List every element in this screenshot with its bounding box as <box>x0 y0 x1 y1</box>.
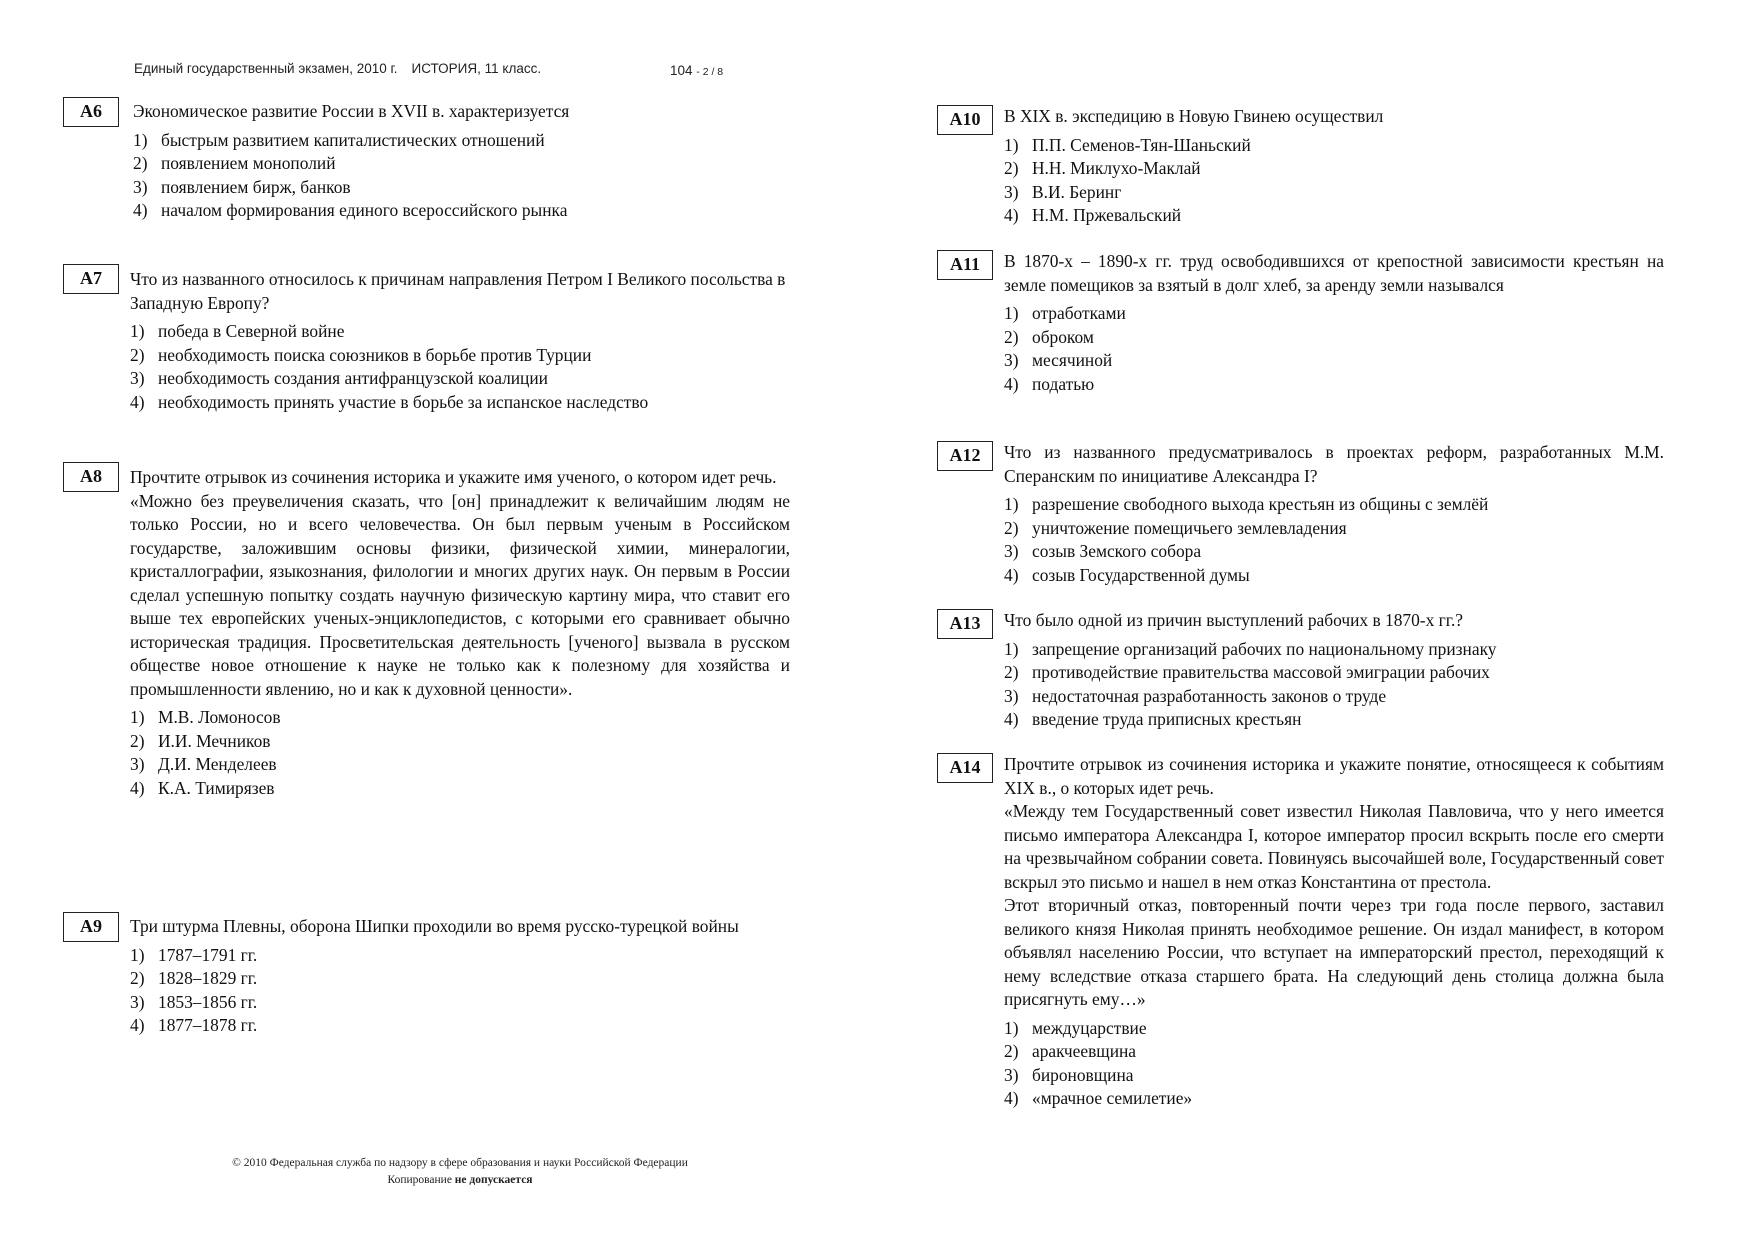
option-3[interactable]: 3) 1853–1856 гг. <box>130 991 258 1012</box>
question-label: A12 <box>937 441 993 471</box>
option-4[interactable]: 4) созыв Государственной думы <box>1004 564 1250 585</box>
option-3[interactable]: 3) бироновщина <box>1004 1064 1134 1085</box>
question-label: A14 <box>937 753 993 783</box>
options-list <box>1004 302 1664 396</box>
variant-code: 104 <box>670 63 693 78</box>
option-2[interactable]: 2) появлением монополий <box>133 153 336 174</box>
question-body <box>133 100 813 223</box>
copy-notice: Копирование не допускается <box>387 1174 533 1186</box>
option-1[interactable]: 1) 1787–1791 гг. <box>130 944 258 965</box>
question-body <box>1004 105 1664 228</box>
option-1[interactable]: 1) быстрым развитием капиталистических отношений <box>133 129 545 150</box>
question-text: Что из названного предусматривалось в проектах реформ, разработанных М.М. Сперанским по инициативе Александра I? <box>1004 442 1664 486</box>
option-1[interactable]: 1) отработками <box>1004 303 1126 323</box>
option-2[interactable]: 2) Н.Н. Миклухо-Маклай <box>1004 158 1201 179</box>
subject-title: ИСТОРИЯ, 11 класс. <box>411 61 542 76</box>
question-label: A6 <box>63 97 119 127</box>
question-label: A7 <box>63 264 119 294</box>
question-text: Что из названного относилось к причинам направления Петром I Великого посольства в Западную Европу? <box>130 269 786 313</box>
option-3[interactable]: 3) месячиной <box>1004 350 1113 371</box>
option-4[interactable]: 4) К.А. Тимирязев <box>130 777 275 798</box>
options-list <box>1004 1017 1664 1111</box>
question-label: A13 <box>937 609 993 639</box>
option-2[interactable]: 2) уничтожение помещичьего землевладения <box>1004 517 1347 538</box>
option-3[interactable]: 3) появлением бирж, банков <box>133 176 351 197</box>
question-label: A11 <box>937 250 993 280</box>
option-1[interactable]: 1) междуцарствие <box>1004 1017 1147 1038</box>
question-text: Экономическое развитие России в XVII в. характеризуется <box>133 101 570 121</box>
option-4[interactable]: 4) введение труда приписных крестьян <box>1004 709 1302 730</box>
page-footer <box>0 1155 920 1189</box>
option-2[interactable]: 2) аракчеевщина <box>1004 1041 1137 1062</box>
question-body <box>1004 441 1664 587</box>
page-number <box>670 63 723 78</box>
question-text: В XIX в. экспедицию в Новую Гвинею осуществил <box>1004 106 1384 126</box>
option-2[interactable]: 2) 1828–1829 гг. <box>130 968 258 989</box>
option-1[interactable]: 1) П.П. Семенов-Тян-Шаньский <box>1004 134 1251 155</box>
question-text: В 1870-х – 1890-х гг. труд освободившихся от крепостной зависимости крестьян на земле помещиков за взятый в долг хлеб, за аренду земли назывался <box>1004 251 1664 295</box>
question-text: Прочтите отрывок из сочинения историка и укажите имя ученого, о котором идет речь. <box>130 467 777 487</box>
quote-text: «Можно без преувеличения сказать, что [он] принадлежит к величайшим людям не только России, но и всего человечества. Он был первым ученым в Российском государстве, заложившим основы физики, физической химии, минералогии, кристаллографии, языкознания, филологии и многих других наук. Он первым в России сделал успешную попытку создать научную физическую картину мира, что ставит его выше тех европейских ученых-энциклопедистов, с которыми его сравнивает обычно историческая традиция. Просветительская деятельность [ученого] вызвала в русском обществе новое отношение к науке не только как к полезному для хозяйства и промышленности явлению, но и как к духовной ценности». <box>130 490 790 699</box>
option-3[interactable]: 3) Д.И. Менделеев <box>130 754 277 775</box>
page-count: - 2 / 8 <box>696 66 724 78</box>
copyright-line: © 2010 Федеральная служба по надзору в сфере образования и науки Российской Федерации <box>232 1157 688 1169</box>
option-3[interactable]: 3) созыв Земского собора <box>1004 541 1202 562</box>
question-body <box>130 915 790 1038</box>
options-list <box>130 706 790 800</box>
options-list <box>1004 638 1664 732</box>
page-header <box>134 61 541 76</box>
option-4[interactable]: 4) началом формирования единого всероссийского рынка <box>133 200 568 221</box>
option-4[interactable]: 4) «мрачное семилетие» <box>1004 1088 1193 1109</box>
exam-title: Единый государственный экзамен, 2010 г. <box>134 61 398 76</box>
option-1[interactable]: 1) победа в Северной войне <box>130 321 345 341</box>
question-label: A10 <box>937 105 993 135</box>
options-list <box>1004 134 1664 228</box>
question-body <box>130 466 790 800</box>
option-3[interactable]: 3) необходимость создания антифранцузской коалиции <box>130 368 548 389</box>
question-label: A8 <box>63 462 119 492</box>
question-label: A9 <box>63 912 119 942</box>
option-3[interactable]: 3) недостаточная разработанность законов о труде <box>1004 685 1387 706</box>
options-list <box>130 944 790 1038</box>
option-2[interactable]: 2) оброком <box>1004 326 1094 347</box>
question-text: Прочтите отрывок из сочинения историка и укажите понятие, относящееся к событиям XIX в., о которых идет речь. <box>1004 754 1664 798</box>
option-3[interactable]: 3) В.И. Беринг <box>1004 181 1122 202</box>
option-2[interactable]: 2) противодействие правительства массовой эмиграции рабочих <box>1004 662 1490 683</box>
option-1[interactable]: 1) разрешение свободного выхода крестьян из общины с землёй <box>1004 494 1489 514</box>
question-body <box>130 268 790 414</box>
option-4[interactable]: 4) податью <box>1004 373 1095 394</box>
option-2[interactable]: 2) И.И. Мечников <box>130 730 271 751</box>
quote-text-continued: Этот вторичный отказ, повторенный почти через три года после первого, заставил великого князя Николая принять необходимое решение. Он издал манифест, в котором объявлял населению России, что вступает на императорский престол, переходящий к нему вследствие отказа старшего брата. На следующий день столица должна была присягнуть ему…» <box>1004 895 1664 1009</box>
quote-text: «Между тем Государственный совет известил Николая Павловича, что у него имеется письмо императора Александра I, которое император просил вскрыть после его смерти на чрезвычайном собрании совета. Повинуясь высочайшей воле, Государственный совет вскрыл это письмо и нашел в нем отказ Константина от престола. <box>1004 801 1664 892</box>
option-4[interactable]: 4) необходимость принять участие в борьбе за испанское наследство <box>130 391 649 412</box>
option-1[interactable]: 1) М.В. Ломоносов <box>130 707 281 727</box>
question-text: Три штурма Плевны, оборона Шипки проходили во время русско-турецкой войны <box>130 916 739 936</box>
options-list <box>130 320 790 414</box>
options-list <box>133 129 813 223</box>
question-body <box>1004 753 1664 1111</box>
question-body <box>1004 250 1664 396</box>
option-4[interactable]: 4) 1877–1878 гг. <box>130 1015 258 1036</box>
question-body <box>1004 609 1664 732</box>
option-1[interactable]: 1) запрещение организаций рабочих по национальному признаку <box>1004 638 1497 659</box>
option-4[interactable]: 4) Н.М. Пржевальский <box>1004 205 1182 226</box>
option-2[interactable]: 2) необходимость поиска союзников в борьбе против Турции <box>130 344 592 365</box>
question-text: Что было одной из причин выступлений рабочих в 1870-х гг.? <box>1004 610 1464 630</box>
options-list <box>1004 493 1664 587</box>
